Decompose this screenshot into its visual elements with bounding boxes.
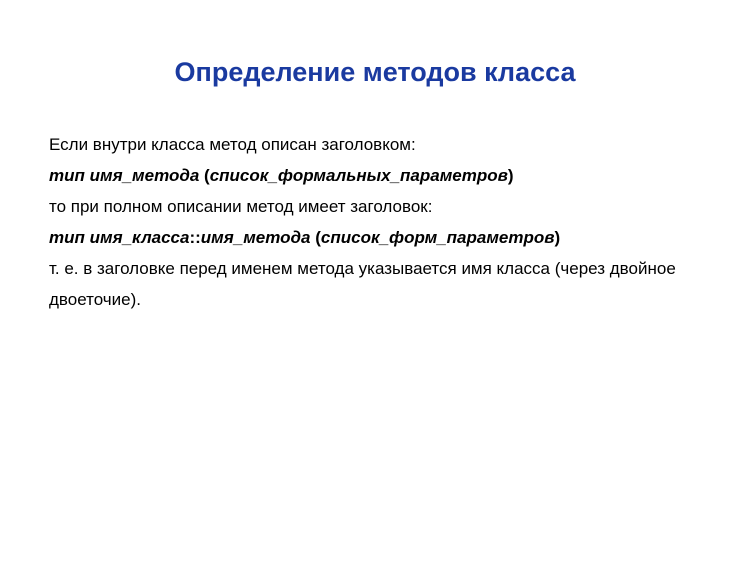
- scope-operator: ::: [189, 228, 201, 247]
- close-paren: ): [507, 166, 514, 185]
- open-paren-2: (: [310, 228, 321, 247]
- method-header-line: [49, 160, 729, 191]
- text-line-1: Если внутри класса метод описан заголовком:: [49, 135, 416, 154]
- method-type-classname: тип имя_класса: [49, 228, 190, 247]
- open-paren: (: [199, 166, 210, 185]
- text-line-3: то при полном описании метод имеет заголовок:: [49, 197, 433, 216]
- method-type-name: тип имя_метода: [49, 166, 200, 185]
- text-line-5: т. е. в заголовке перед именем метода указывается имя класса (через двойное двоеточие).: [49, 259, 676, 309]
- formal-params: список_формальных_параметров: [209, 166, 508, 185]
- method-name: имя_метода: [200, 228, 311, 247]
- full-method-header-line: [49, 222, 729, 253]
- slide-title: Определение методов класса: [174, 57, 576, 87]
- form-params: список_форм_параметров: [320, 228, 555, 247]
- slide-body: [49, 129, 729, 315]
- close-paren-2: ): [554, 228, 561, 247]
